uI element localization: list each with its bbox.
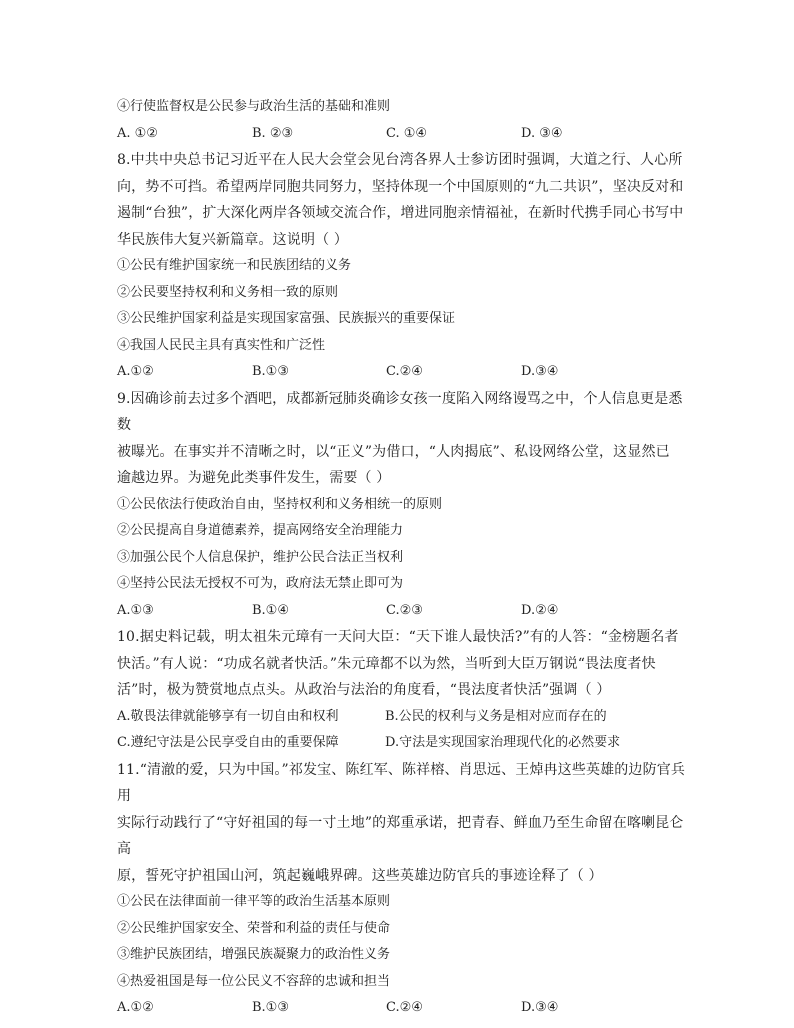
q11-option-d[interactable]: D.③④	[521, 1000, 559, 1015]
q8-options	[117, 359, 687, 386]
q9-item-2: ②公民提高自身道德素养，提高网络安全治理能力	[117, 523, 404, 538]
exam-page	[117, 94, 687, 1022]
q10-stem-line: 快活。”有人说：“功成名就者快活。”朱元璋都不以为然，当听到大臣万钢说“畏法度者快	[117, 655, 656, 672]
q7-options	[117, 121, 687, 148]
q8-stem-line: 向，势不可挡。希望两岸同胞共同努力，坚持体现一个中国原则的“九二共识”，坚决反对和	[117, 178, 684, 195]
q11-options	[117, 995, 687, 1022]
q8-stem-line: 遏制“台独”，扩大深化两岸各领域交流合作，增进同胞亲情福祉，在新时代携手同心书写中	[117, 205, 684, 221]
q10-option-a[interactable]: A.敬畏法律就能够享有一切自由和权利	[117, 708, 339, 724]
q10-option-c[interactable]: C.遵纪守法是公民享受自由的重要保障	[117, 735, 339, 750]
q11-option-b[interactable]: B.①③	[252, 1000, 289, 1015]
q8-option-a[interactable]: A.①②	[117, 364, 154, 379]
q11-item-3: ③维护民族团结，增强民族凝聚力的政治性义务	[117, 947, 391, 962]
q9-option-a[interactable]: A.①③	[117, 602, 154, 618]
q11-item-2: ②公民维护国家安全、荣誉和利益的责任与使命	[117, 920, 391, 936]
q10-option-d[interactable]: D.守法是实现国家治理现代化的必然要求	[385, 735, 621, 750]
q10-stem	[117, 624, 687, 704]
q11-stem-line: 11.“清澈的爱，只为中国。”祁发宝、陈红军、陈祥榕、肖思远、王焯冉这些英雄的边防官兵用	[117, 761, 686, 804]
q9-option-d[interactable]: D.②④	[521, 602, 559, 618]
q9-options	[117, 598, 687, 625]
q9-option-b[interactable]: B.①④	[252, 602, 289, 618]
q9-stem-line: 9.因确诊前去过多个酒吧，成都新冠肺炎确诊女孩一度陷入网络谩骂之中，个人信息更是悉数	[117, 390, 683, 433]
q11-option-a[interactable]: A.①②	[117, 1000, 154, 1015]
q9-option-c[interactable]: C.②③	[386, 602, 423, 618]
q11-option-c[interactable]: C.②④	[386, 1000, 423, 1015]
q9-stem-line: 被曝光。在事实并不清晰之时，以“正义”为借口，“人肉揭底”、私设网络公堂，这显然已	[117, 443, 670, 460]
q11-item-4: ④热爱祖国是每一位公民义不容辞的忠诚和担当	[117, 973, 391, 989]
q10-stem-line: 活”时，极为赞赏地点点头。从政治与法治的角度看，“畏法度者快活”强调（ ）	[117, 682, 611, 698]
q11-item-1: ①公民在法律面前一律平等的政治生活基本原则	[117, 894, 391, 909]
q8-stem	[117, 147, 687, 253]
q8-option-c[interactable]: C.②④	[386, 364, 423, 379]
q10-stem-line: 10.据史料记载，明太祖朱元璋有一天问大臣：“天下谁人最快活?”有的人答：“金榜题名者	[117, 629, 679, 645]
q10-options-row-2	[117, 730, 687, 757]
q9-stem	[117, 386, 687, 492]
q7-option-a[interactable]: A. ①②	[117, 125, 158, 141]
q8-item-1: ①公民有维护国家统一和民族团结的义务	[117, 258, 352, 273]
q9-item-1: ①公民依法行使政治自由，坚持权利和义务相统一的原则	[117, 496, 443, 512]
q8-stem-line: 8.中共中央总书记习近平在人民大会堂会见台湾各界人士参访团时强调，大道之行、人心所	[117, 152, 683, 168]
q9-stem-line: 逾越边界。为避免此类事件发生，需要（ ）	[117, 470, 391, 486]
q8-stem-line: 华民族伟大复兴新篇章。这说明（ ）	[117, 231, 348, 248]
q9-item-3: ③加强公民个人信息保护，维护公民合法正当权利	[117, 549, 404, 565]
q11-stem-line: 原，誓死守护祖国山河，筑起巍峨界碑。这些英雄边防官兵的事迹诠释了（ ）	[117, 867, 603, 884]
q8-option-b[interactable]: B.①③	[252, 364, 289, 379]
q11-stem	[117, 757, 687, 890]
q7-option-d[interactable]: D. ③④	[521, 125, 563, 141]
q7-item-4: ④行使监督权是公民参与政治生活的基础和准则	[117, 99, 391, 114]
q10-option-b[interactable]: B.公民的权利与义务是相对应而存在的	[385, 708, 607, 724]
q8-item-4: ④我国人民民主具有真实性和广泛性	[117, 337, 326, 353]
q8-item-3: ③公民维护国家利益是实现国家富强、民族振兴的重要保证	[117, 311, 456, 326]
q7-option-b[interactable]: B. ②③	[252, 125, 294, 141]
q10-options-row-1	[117, 704, 687, 731]
q8-option-d[interactable]: D.③④	[521, 364, 559, 379]
q9-item-4: ④坚持公民法无授权不可为，政府法无禁止即可为	[117, 576, 404, 591]
q8-item-2: ②公民要坚持权利和义务相一致的原则	[117, 284, 339, 300]
q7-option-c[interactable]: C. ①④	[386, 125, 428, 141]
q11-stem-line: 实际行动践行了“守好祖国的每一寸土地”的郑重承诺，把青春、鲜血乃至生命留在喀喇昆仑高	[117, 814, 684, 857]
